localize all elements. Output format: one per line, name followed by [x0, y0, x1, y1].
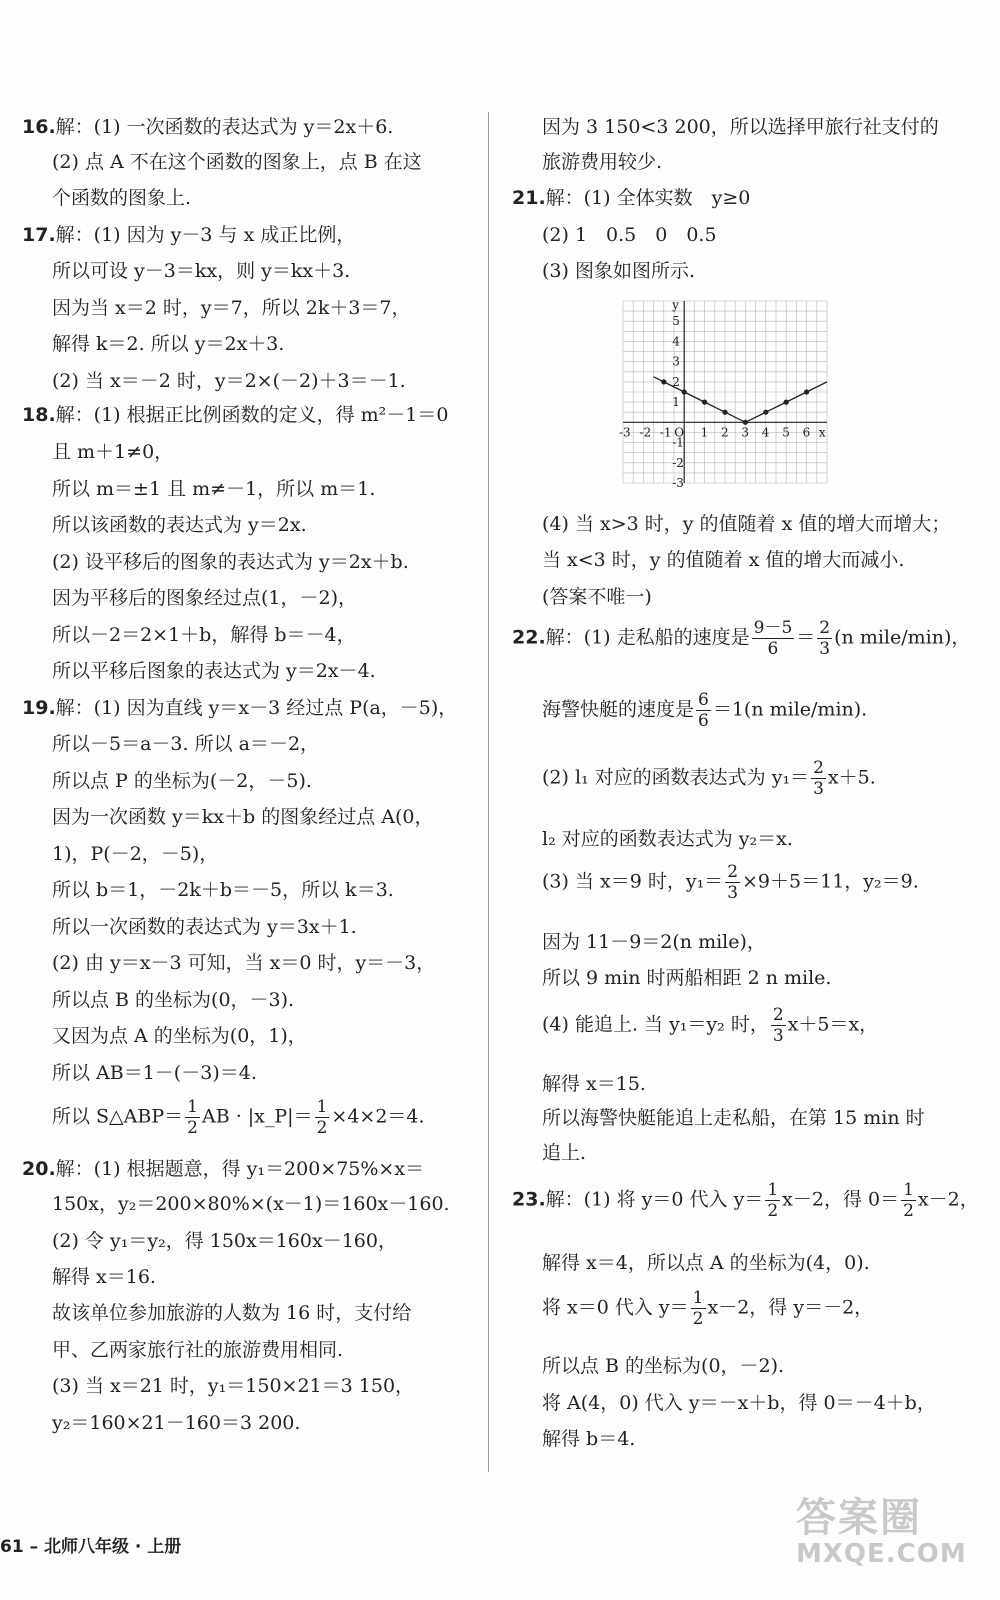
numerator: 6 [698, 690, 709, 710]
y-tick-label: 4 [672, 334, 680, 349]
text-line [52, 549, 409, 575]
denominator: 2 [692, 1309, 704, 1329]
text-line [52, 841, 218, 867]
denominator: 3 [727, 883, 739, 903]
text-line [542, 1390, 936, 1416]
line-text: x－2， [917, 1188, 979, 1211]
text-line [542, 690, 867, 731]
question-number: 19. [22, 697, 56, 719]
text-line [22, 695, 457, 721]
text-line [542, 1288, 873, 1329]
text-line [52, 1191, 450, 1217]
text-line [512, 618, 970, 659]
data-point [743, 420, 748, 425]
line-text: y₂＝160×21－160＝3 200. [52, 1412, 301, 1434]
line-text: 解：(1) 根据题意，得 y₁＝200×75%×x＝ [55, 1158, 425, 1180]
line-text: 所以点 B 的坐标为(0，－2). [542, 1355, 785, 1377]
fraction [315, 1097, 330, 1138]
text-line [542, 1140, 586, 1166]
line-text: 将 x＝0 代入 y＝ [542, 1296, 689, 1319]
text-line [52, 512, 307, 538]
x-tick-label: -1 [659, 425, 672, 440]
text-line [52, 914, 357, 940]
text-line [52, 877, 394, 903]
denominator: 2 [903, 1201, 914, 1221]
text-line [52, 1023, 307, 1049]
line-text: 解：(1) 走私船的速度是 [545, 626, 750, 649]
data-point [702, 400, 707, 405]
text-line [52, 658, 376, 684]
line-text: 解：(1) 根据正比例函数的定义，得 m²－1＝0 [55, 404, 449, 426]
line-text: 所以 AB＝1－(－3)＝4. [52, 1062, 257, 1084]
text-line [52, 1060, 257, 1086]
fraction [901, 1180, 916, 1221]
denominator: 6 [698, 711, 709, 731]
numerator: 2 [813, 758, 824, 778]
line-text: 所以 b＝1，－2k＋b＝－5，所以 k＝3. [52, 879, 394, 901]
numerator: 1 [187, 1097, 198, 1117]
line-text: 所以海警快艇能追上走私船，在第 15 min 时 [542, 1107, 925, 1129]
function-graph [619, 297, 831, 487]
text-line [52, 1228, 397, 1254]
line-text: 所以一次函数的表达式为 y＝3x＋1. [52, 916, 357, 938]
x-tick-label: 4 [761, 425, 770, 440]
denominator: 3 [819, 639, 831, 659]
y-tick-label: 5 [672, 314, 680, 329]
line-text: AB · |x_P|＝ [201, 1105, 313, 1128]
question-number: 21. [512, 187, 546, 209]
question-number: 20. [22, 1158, 56, 1180]
text-line [542, 1353, 784, 1379]
text-line [22, 1156, 424, 1182]
text-line [22, 114, 393, 140]
line-text: 甲、乙两家旅行社的旅游费用相同. [52, 1339, 344, 1361]
line-text: 解：(1) 全体实数 y≥0 [545, 187, 751, 209]
text-line [512, 1180, 979, 1221]
text-line [542, 584, 652, 610]
line-text: (3) 当 x＝21 时，y₁＝150×21＝3 150， [52, 1375, 415, 1397]
text-line [52, 622, 356, 648]
text-line [52, 476, 375, 502]
numerator: 1 [903, 1180, 914, 1200]
watermark-logo [796, 1486, 967, 1569]
line-text: 解得 b＝4. [542, 1428, 636, 1450]
line-text: (4) 能追上. 当 y₁＝y₂ 时， [542, 1013, 769, 1036]
line-text: 所以－2＝2×1＋b，解得 b＝－4， [52, 624, 356, 646]
data-point [661, 379, 666, 384]
line-text: x＋5＝x， [787, 1013, 879, 1036]
fraction [771, 1005, 786, 1046]
numerator: 1 [692, 1288, 704, 1308]
line-text: ＝ [796, 626, 816, 649]
fraction [811, 758, 826, 799]
line-text: 1)，P(－2，－5)， [52, 843, 219, 865]
line-text: 解：(1) 因为直线 y＝x－3 经过点 P(a，－5)， [55, 697, 458, 719]
text-line [52, 439, 173, 465]
y-tick-label: y [672, 298, 679, 313]
line-text: x＋5. [827, 766, 876, 789]
text-line [52, 1264, 156, 1290]
line-text: (2) 令 y₁＝y₂，得 150x＝160x－160， [52, 1230, 397, 1252]
text-line [52, 987, 294, 1013]
x-tick-label: x [818, 425, 826, 440]
text-line [22, 402, 448, 428]
numerator: 2 [727, 862, 739, 882]
denominator: 3 [772, 1026, 784, 1046]
x-tick-label: 5 [782, 425, 790, 440]
line-text: 解：(1) 因为 y－3 与 x 成正比例， [55, 224, 356, 246]
text-line [52, 149, 422, 175]
line-text: 将 A(4，0) 代入 y＝－x＋b，得 0＝－4＋b， [542, 1392, 936, 1414]
watermark-url: MXQE.COM [796, 1539, 967, 1569]
line-text: 又因为点 A 的坐标为(0，1)， [52, 1025, 307, 1047]
text-line [542, 547, 904, 573]
data-point [763, 410, 768, 415]
column-divider [488, 112, 489, 1472]
line-text: 解得 x＝15. [542, 1073, 646, 1095]
text-line [52, 731, 319, 757]
text-line [542, 1426, 635, 1452]
data-point [784, 400, 789, 405]
numerator: 1 [767, 1180, 779, 1200]
text-line [542, 149, 662, 175]
fraction [765, 1180, 780, 1221]
line-text: 解得 x＝16. [52, 1266, 156, 1288]
y-tick-label: 1 [672, 395, 680, 410]
line-text: 当 x<3 时，y 的值随着 x 值的增大而减小. [542, 549, 905, 571]
numerator: 2 [772, 1005, 784, 1025]
fraction [691, 1288, 706, 1329]
line-text: (2) 1 0.5 0 0.5 [542, 224, 717, 246]
text-line [52, 804, 433, 830]
text-line [52, 950, 435, 976]
y-tick-label: 3 [672, 354, 680, 369]
x-tick-label: O [674, 425, 685, 440]
line-text: 所以可设 y－3＝kx，则 y＝kx＋3. [52, 260, 351, 282]
watermark-text: 答案圈 [796, 1495, 922, 1541]
line-text: 因为平移后的图象经过点(1，－2)， [52, 587, 358, 609]
line-text: 因为 11－9＝2(n mile)， [542, 931, 766, 953]
x-tick-label: 6 [802, 425, 811, 440]
text-line [542, 826, 793, 852]
text-line [542, 758, 876, 799]
denominator: 6 [767, 639, 779, 659]
question-number: 23. [512, 1188, 546, 1211]
fraction [725, 862, 740, 903]
line-text: x－2，得 y＝－2， [707, 1296, 874, 1319]
text-line [52, 1373, 414, 1399]
line-text: 因为 3 150<3 200，所以选择甲旅行社支付的 [542, 116, 939, 138]
denominator: 3 [813, 779, 824, 799]
numerator: 1 [316, 1097, 328, 1117]
text-line [542, 929, 766, 955]
y-tick-label: 2 [672, 374, 680, 389]
x-tick-label: -2 [639, 425, 652, 440]
text-line [542, 258, 695, 284]
line-text: 解得 k＝2. 所以 y＝2x＋3. [52, 333, 285, 355]
line-text: (2) l₁ 对应的函数表达式为 y₁＝ [542, 766, 810, 789]
text-line [52, 1337, 343, 1363]
line-text: 所以 9 min 时两船相距 2 n mile. [542, 967, 832, 989]
x-tick-label: 1 [700, 425, 709, 440]
line-text: 所以点 B 的坐标为(0，－3). [52, 989, 295, 1011]
line-text: 所以 m＝±1 且 m≠－1，所以 m＝1. [52, 478, 376, 500]
line-text: (4) 当 x>3 时，y 的值随着 x 值的增大而增大； [542, 513, 951, 535]
text-line [512, 185, 750, 211]
text-line [22, 222, 355, 248]
line-text: ×4×2＝4. [331, 1105, 425, 1128]
text-line [542, 1071, 646, 1097]
text-line [52, 368, 406, 394]
text-line [542, 1005, 878, 1046]
line-text: 因为当 x＝2 时，y＝7，所以 2k＋3＝7， [52, 297, 411, 319]
text-line [542, 965, 831, 991]
question-number: 16. [22, 116, 56, 138]
numerator: 2 [819, 618, 831, 638]
line-text: 个函数的图象上. [52, 187, 192, 209]
fraction [185, 1097, 200, 1138]
text-line [542, 511, 950, 537]
line-text: 所以该函数的表达式为 y＝2x. [52, 514, 307, 536]
line-text: (3) 图象如图所示. [542, 260, 695, 282]
fraction [752, 618, 795, 659]
line-text: (2) 点 A 不在这个函数的图象上，点 B 在这 [52, 151, 422, 173]
x-tick-label: -3 [619, 425, 631, 440]
x-tick-label: 2 [721, 425, 729, 440]
data-point [804, 389, 809, 394]
text-line [52, 768, 312, 794]
text-line [542, 222, 717, 248]
y-tick-label: -1 [672, 435, 684, 450]
numerator: 9－5 [753, 618, 793, 638]
line-text: ＝1(n mile/min). [712, 698, 868, 721]
text-line [542, 1250, 870, 1276]
question-number: 18. [22, 404, 56, 426]
x-tick-label: 3 [741, 425, 750, 440]
line-text: 所以点 P 的坐标为(－2，－5). [52, 770, 312, 792]
line-text: (答案不唯一) [542, 586, 652, 608]
text-line [52, 1410, 300, 1436]
line-text: 解得 x＝4，所以点 A 的坐标为(4，0). [542, 1252, 870, 1274]
line-text: 旅游费用较少. [542, 151, 663, 173]
line-text: 追上. [542, 1142, 587, 1164]
denominator: 2 [187, 1118, 198, 1138]
text-line [542, 862, 919, 903]
line-text: 故该单位参加旅游的人数为 16 时，支付给 [52, 1302, 412, 1324]
line-text: 150x，y₂＝200×80%×(x－1)＝160x－160. [52, 1193, 450, 1215]
line-text: ×9＋5＝11，y₂＝9. [742, 870, 919, 893]
text-line [52, 295, 411, 321]
text-line [52, 1300, 411, 1326]
data-point [682, 389, 687, 394]
line-text: x－2，得 0＝ [782, 1188, 900, 1211]
line-text: 解：(1) 将 y＝0 代入 y＝ [545, 1188, 764, 1211]
line-text: 所以平移后图象的表达式为 y＝2x－4. [52, 660, 376, 682]
line-text: 且 m＋1≠0， [52, 441, 174, 463]
line-text: 因为一次函数 y＝kx＋b 的图象经过点 A(0， [52, 806, 434, 828]
line-text: 所以－5＝a－3. 所以 a＝－2， [52, 733, 320, 755]
text-line [542, 1105, 925, 1131]
y-tick-label: -2 [672, 455, 684, 470]
text-line [542, 114, 939, 140]
fraction [817, 618, 832, 659]
question-number: 17. [22, 224, 56, 246]
line-text: (2) 设平移后的图象的表达式为 y＝2x＋b. [52, 551, 409, 573]
denominator: 2 [767, 1201, 779, 1221]
line-text: 解：(1) 一次函数的表达式为 y＝2x＋6. [55, 116, 394, 138]
y-tick-label: -3 [672, 476, 684, 487]
line-text: (3) 当 x＝9 时，y₁＝ [542, 870, 724, 893]
line-text: (2) 当 x＝－2 时，y＝2×(－2)＋3＝－1. [52, 370, 406, 392]
denominator: 2 [316, 1118, 328, 1138]
line-text: (2) 由 y＝x－3 可知，当 x＝0 时，y＝－3， [52, 952, 436, 974]
text-line [52, 331, 284, 357]
question-number: 22. [512, 626, 546, 649]
line-text: (n mile/min)， [834, 626, 971, 649]
text-line [52, 1097, 425, 1138]
line-text: l₂ 对应的函数表达式为 y₂＝x. [542, 828, 793, 850]
text-line [52, 258, 350, 284]
line-text: 海警快艇的速度是 [542, 698, 695, 721]
fraction [696, 690, 711, 731]
line-text: 所以 S△ABP＝ [52, 1105, 184, 1128]
text-line [52, 185, 191, 211]
data-point [722, 410, 727, 415]
text-line [52, 585, 357, 611]
page-footer: 61 – 北师八年级 · 上册 [0, 1537, 182, 1557]
